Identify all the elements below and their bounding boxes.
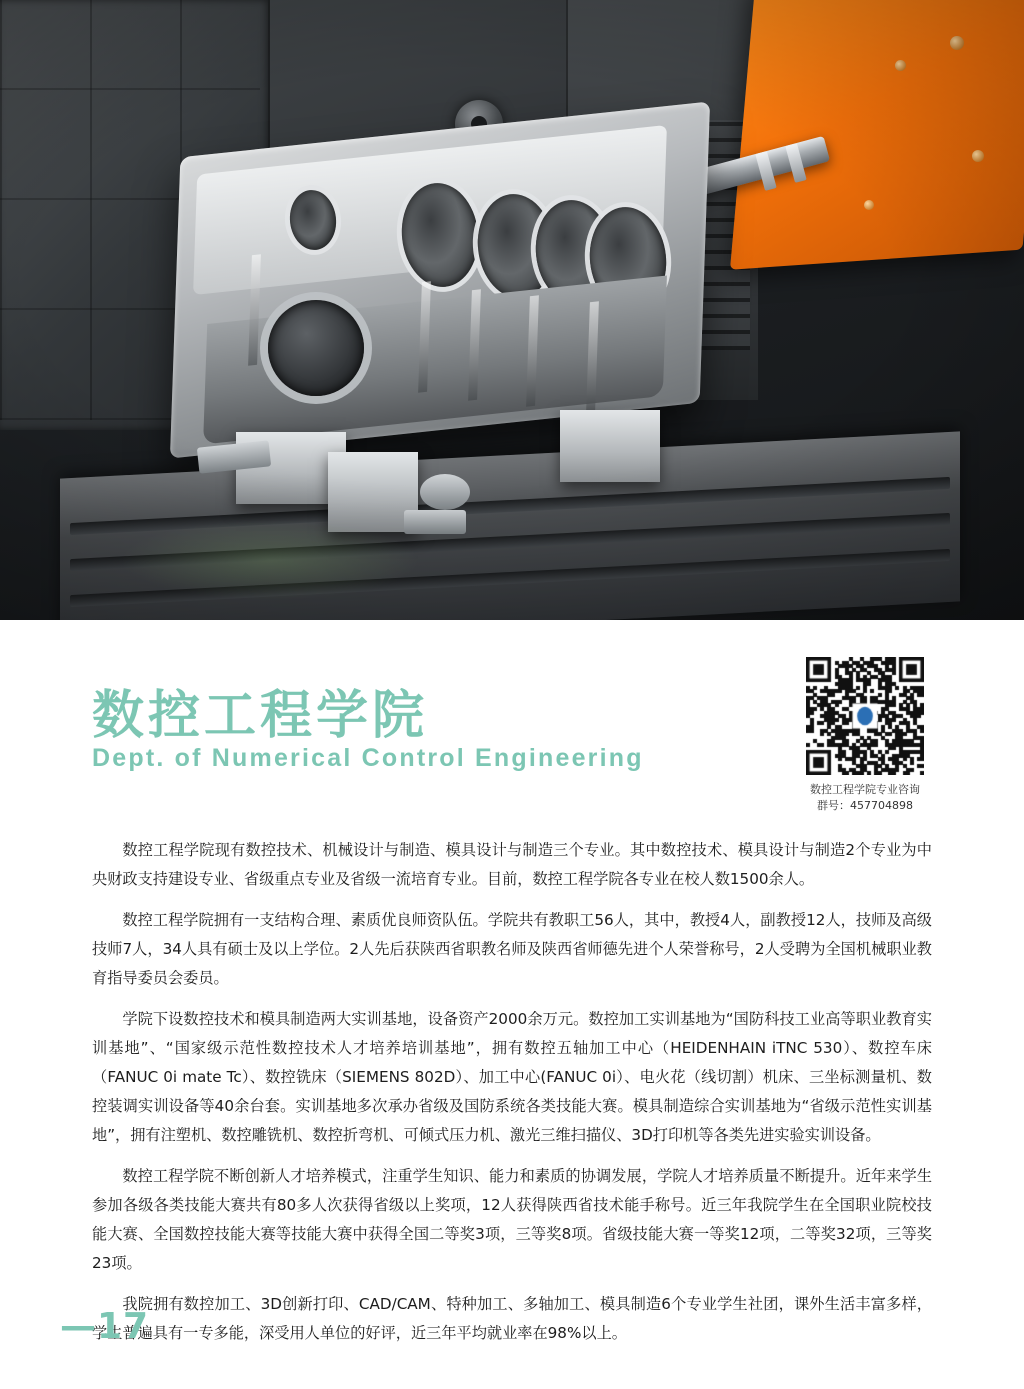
page-number: —17 <box>60 1306 150 1347</box>
hero-photo <box>0 0 1024 620</box>
qr-caption-line1: 数控工程学院专业咨询 <box>810 783 920 796</box>
fixture-block <box>560 410 660 482</box>
robot-bolt-icon <box>895 60 906 71</box>
page-title-english: Dept. of Numerical Control Engineering <box>92 744 644 772</box>
page-content <box>0 620 1024 1389</box>
robot-bolt-icon <box>864 200 874 210</box>
clamp-washer <box>420 474 470 510</box>
robot-bolt-icon <box>950 36 964 50</box>
paragraph: 我院拥有数控加工、3D创新打印、CAD/CAM、特种加工、多轴加工、模具制造6个专业学生社团，课外生活丰富多样，学生普遍具有一专多能，深受用人单位的好评，近三年平均就业率在98%以上。 <box>92 1295 932 1342</box>
paragraph: 数控工程学院现有数控技术、机械设计与制造、模具设计与制造三个专业。其中数控技术、模具设计与制造2个专业为中央财政支持建设专业、省级重点专业及省级一流培育专业。目前，数控工程学院各专业在校人数1500余人。 <box>92 841 932 888</box>
paragraph: 数控工程学院不断创新人才培养模式，注重学生知识、能力和素质的协调发展，学院人才培养质量不断提升。近年来学生参加各级各类技能大赛共有80多人次获得省级以上奖项，12人获得陕西省技术能手称号。近三年我院学生在全国职业院校技能大赛、全国数控技能大赛等技能大赛中获得全国二等奖3项，三等奖8项。省级技能大赛一等奖12项，二等奖32项，三等奖23项。 <box>92 1167 932 1272</box>
page-title-chinese: 数控工程学院 <box>92 686 429 746</box>
qr-code-image[interactable] <box>806 657 924 775</box>
body-copy <box>92 836 932 1360</box>
qr-code-block <box>806 657 924 814</box>
orange-robot-head <box>730 0 1024 270</box>
qr-canvas <box>806 657 924 775</box>
robot-bolt-icon <box>972 150 984 162</box>
paragraph: 学院下设数控技术和模具制造两大实训基地，设备资产2000余万元。数控加工实训基地为“国防科技工业高等职业教育实训基地”、“国家级示范性数控技术人才培养培训基地”，拥有数控五轴加工中心（HEIDENHAIN iTNC 530）、数控车床（FANUC 0i mate Tc）、数控铣床（SIEMENS 802D）、加工中心(FANUC 0i）、电火花（线切割）机床、三坐标测量机、数控装调实训设备等40余台套。实训基地多次承办省级及国防系统各类技能大赛。模具制造综合实训基地为“省级示范性实训基地”，拥有注塑机、数控雕铣机、数控折弯机、可倾式压力机、激光三维扫描仪、3D打印机等各类先进实验实训设备。 <box>92 1010 932 1144</box>
qr-caption-line2: 群号：457704898 <box>817 799 913 812</box>
paragraph: 数控工程学院拥有一支结构合理、素质优良师资队伍。学院共有教职工56人，其中，教授4人，副教授12人，技师及高级技师7人，34人具有硕士及以上学位。2人先后获陕西省职教名师及陕西省师德先进个人荣誉称号，2人受聘为全国机械职业教育指导委员会委员。 <box>92 911 932 987</box>
engine-bore-opening <box>268 300 364 396</box>
qr-caption <box>806 782 924 814</box>
coolant-glow <box>120 520 420 600</box>
